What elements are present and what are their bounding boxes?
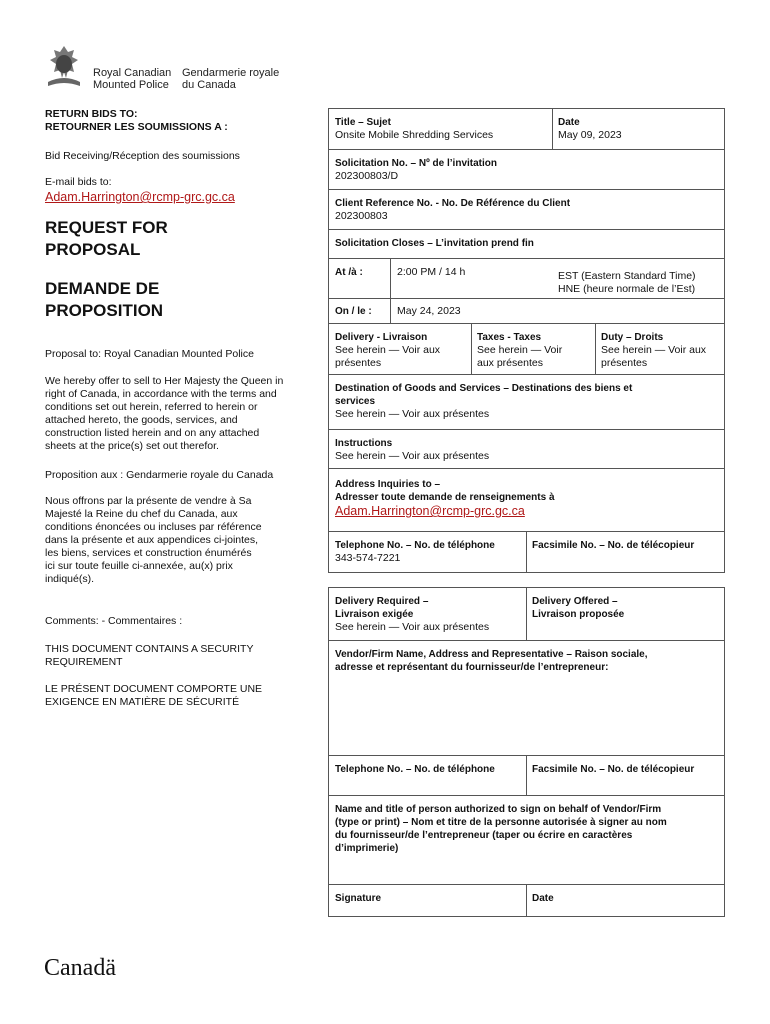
del-off-label-2: Livraison proposée — [532, 609, 625, 620]
offer-fr: Nous offrons par la présente de vendre à Sa Majesté la Reine du chef du Canada, aux conditions énoncées ou incluses par référence dans la présente et aux appendices ci-jointes, les biens, services et construction énumérés ici sur toute feuille ci-annexée, au(x) prix indiqué(s). — [45, 495, 262, 585]
at-value: 2:00 PM / 14 h — [397, 266, 466, 278]
on-label: On / le : — [335, 306, 372, 317]
authorized-label: Name and title of person authorized to sign on behalf of Vendor/Firm (type or print) – Nom et titre de la personne autorisée à signer au nom du fournisseur/de l’entrepreneur (taper ou écrire en caractères d’imprimerie) — [335, 804, 667, 854]
tel-value: 343-574-7221 — [335, 552, 401, 564]
rcmp-crest-icon — [44, 44, 84, 90]
date-value: May 09, 2023 — [558, 129, 622, 141]
dp-title-1: DEMANDE DE — [45, 279, 160, 298]
fax-label: Facsimile No. – No. de télécopieur — [532, 540, 695, 551]
vendor-label: Vendor/Firm Name, Address and Representative – Raison sociale, adresse et représentant du fournisseur/de l’entrepreneur: — [335, 649, 648, 673]
bid-email-link[interactable]: Adam.Harrington@rcmp-grc.gc.ca — [45, 190, 235, 204]
title-value: Onsite Mobile Shredding Services — [335, 129, 494, 141]
on-value: May 24, 2023 — [397, 305, 461, 317]
inquiries-label-2: Adresser toute demande de renseignements à — [335, 492, 555, 503]
agency-name-en-2: Mounted Police — [93, 79, 169, 91]
solicitation-value: 202300803/D — [335, 170, 399, 182]
rfp-title-1: REQUEST FOR — [45, 218, 168, 237]
vendor-tel-label: Telephone No. – No. de téléphone — [335, 764, 495, 775]
destination-value: See herein — Voir aux présentes — [335, 408, 490, 420]
inquiries-email-link[interactable]: Adam.Harrington@rcmp-grc.gc.ca — [335, 504, 525, 518]
agency-name-fr-1: Gendarmerie royale — [182, 67, 280, 79]
signature-label: Signature — [335, 893, 382, 904]
duty-label: Duty – Droits — [601, 332, 664, 343]
comments-label: Comments: - Commentaires : — [45, 615, 183, 627]
instructions-label: Instructions — [335, 438, 393, 449]
agency-name-en-1: Royal Canadian — [93, 67, 172, 79]
del-off-label-1: Delivery Offered – — [532, 596, 618, 607]
del-req-value: See herein — Voir aux présentes — [335, 621, 490, 633]
instructions-value: See herein — Voir aux présentes — [335, 450, 490, 462]
delivery-label: Delivery - Livraison — [335, 332, 428, 343]
at-label: At /à : — [335, 267, 363, 278]
solicitation-label: Solicitation No. – Nº de l’invitation — [335, 158, 497, 169]
rfp-title-2: PROPOSAL — [45, 240, 141, 259]
return-bids-en: RETURN BIDS TO: — [45, 108, 138, 120]
email-bids-label: E-mail bids to: — [45, 176, 112, 188]
tel-label: Telephone No. – No. de téléphone — [335, 540, 495, 551]
del-req-label-1: Delivery Required – — [335, 596, 429, 607]
tz-en: EST (Eastern Standard Time) — [558, 270, 696, 282]
closes-label: Solicitation Closes – L’invitation prend fin — [335, 238, 534, 249]
date-label: Date — [558, 117, 580, 128]
tz-fr: HNE (heure normale de l’Est) — [558, 283, 696, 295]
client-ref-value: 202300803 — [335, 210, 388, 222]
taxes-label: Taxes - Taxes — [477, 332, 542, 343]
canada-wordmark: Canadä — [44, 955, 116, 981]
return-bids-fr: RETOURNER LES SOUMISSIONS A : — [45, 121, 228, 133]
security-fr: LE PRÉSENT DOCUMENT COMPORTE UNE EXIGENCE EN MATIÈRE DE SÉCURITÉ — [45, 683, 263, 708]
destination-label: Destination of Goods and Services – Destinations des biens et services — [335, 383, 633, 407]
title-label: Title – Sujet — [335, 117, 391, 128]
inquiries-label-1: Address Inquiries to – — [335, 479, 441, 490]
offer-en: We hereby offer to sell to Her Majesty the Queen in right of Canada, in accordance with the terms and conditions set out herein, referred to herein or attached hereto, the goods, services, and construction listed herein and on any attached sheets at the price(s) set out therefor. — [45, 375, 284, 452]
del-req-label-2: Livraison exigée — [335, 609, 414, 620]
dp-title-2: PROPOSITION — [45, 301, 164, 320]
security-en: THIS DOCUMENT CONTAINS A SECURITY REQUIREMENT — [45, 643, 254, 668]
proposal-to: Proposal to: Royal Canadian Mounted Police — [45, 348, 254, 360]
agency-name-fr-2: du Canada — [182, 79, 236, 91]
signature-date-label: Date — [532, 893, 554, 904]
proposition-aux: Proposition aux : Gendarmerie royale du Canada — [45, 469, 274, 481]
client-ref-label: Client Reference No. - No. De Référence du Client — [335, 198, 571, 209]
bid-receiving: Bid Receiving/Réception des soumissions — [45, 150, 240, 162]
vendor-fax-label: Facsimile No. – No. de télécopieur — [532, 764, 695, 775]
